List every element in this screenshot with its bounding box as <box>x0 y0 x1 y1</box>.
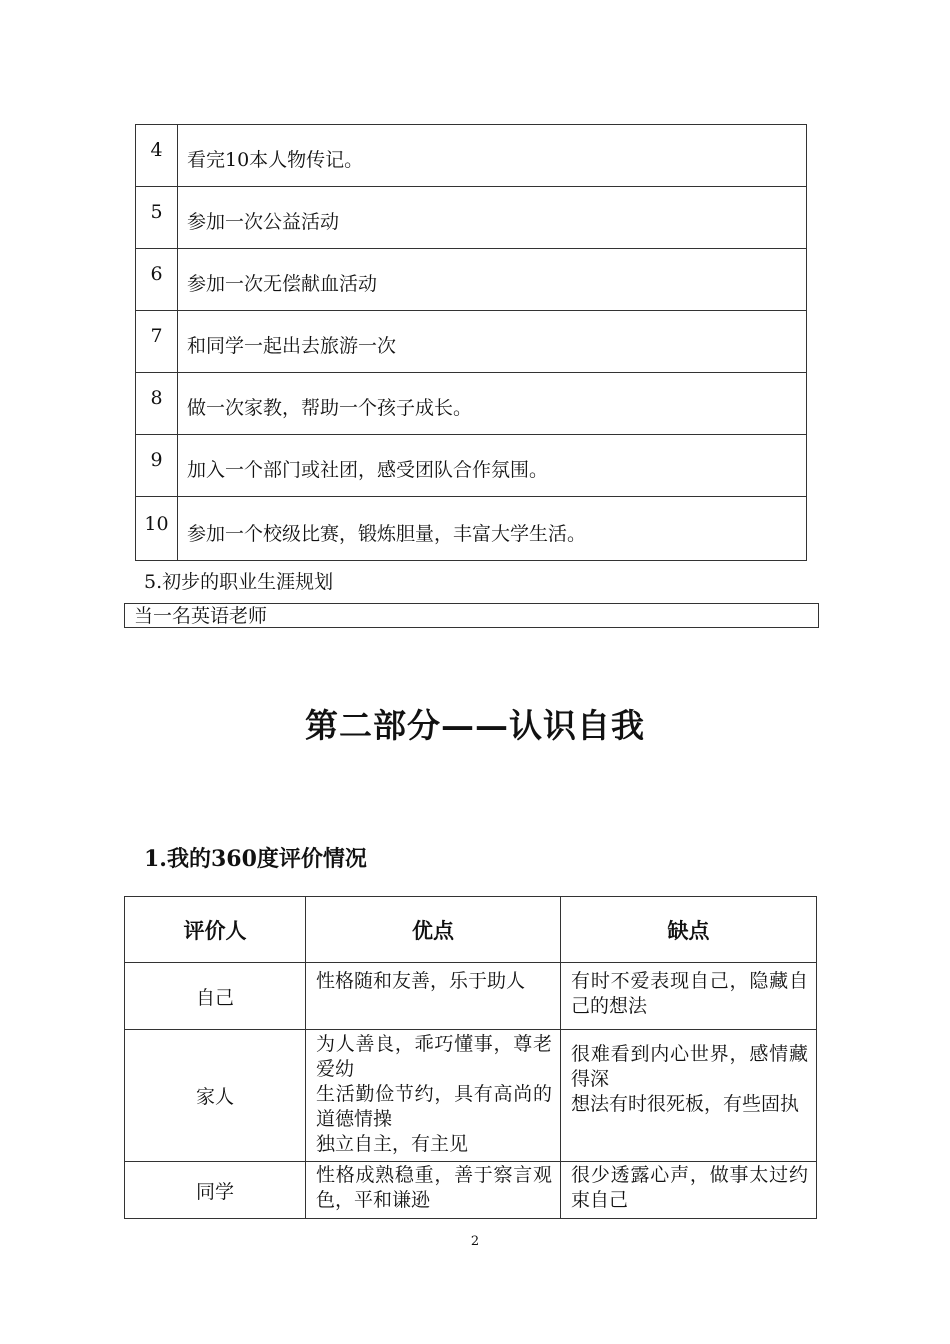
weaknesses-cell <box>561 1162 817 1219</box>
page-number: 2 <box>470 1234 480 1249</box>
weaknesses-cell <box>561 1030 817 1162</box>
table-row <box>136 497 807 561</box>
table-row <box>136 311 807 373</box>
strength-item: 性格随和友善，乐于助人 <box>316 970 526 992</box>
weakness-item: 很难看到内心世界，感情藏得深 <box>571 1043 808 1090</box>
column-header-evaluator: 评价人 <box>125 897 306 963</box>
goal-text: 参加一个校级比赛，锻炼胆量，丰富大学生活。 <box>178 497 807 561</box>
goal-number: 8 <box>136 373 178 435</box>
table-row <box>136 125 807 187</box>
table-header-row <box>125 897 817 963</box>
weakness-item: 很少透露心声，做事太过约束自己 <box>571 1164 808 1211</box>
evaluator-cell: 同学 <box>125 1162 306 1219</box>
goal-number: 6 <box>136 249 178 311</box>
goal-text: 参加一次无偿献血活动 <box>178 249 807 311</box>
column-header-strengths: 优点 <box>306 897 561 963</box>
goal-text: 做一次家教，帮助一个孩子成长。 <box>178 373 807 435</box>
table-row <box>125 1030 817 1162</box>
table-row <box>136 187 807 249</box>
goal-number: 7 <box>136 311 178 373</box>
goal-number: 10 <box>136 497 178 561</box>
strength-item: 生活勤俭节约，具有高尚的道德情操 <box>316 1083 552 1130</box>
weakness-item: 有时不爱表现自己，隐藏自己的想法 <box>571 970 808 1017</box>
career-plan-label: 5.初步的职业生涯规划 <box>144 571 334 593</box>
evaluation-table <box>124 896 817 1219</box>
part-title: 第二部分——认识自我 <box>305 706 645 745</box>
table-row <box>136 249 807 311</box>
goal-text: 和同学一起出去旅游一次 <box>178 311 807 373</box>
goal-number: 5 <box>136 187 178 249</box>
goal-text: 加入一个部门或社团，感受团队合作氛围。 <box>178 435 807 497</box>
table-row <box>125 963 817 1030</box>
strength-item: 独立自主，有主见 <box>316 1133 469 1155</box>
evaluator-cell: 家人 <box>125 1030 306 1162</box>
strengths-cell <box>306 963 561 1030</box>
goal-text: 参加一次公益活动 <box>178 187 807 249</box>
weaknesses-cell <box>561 963 817 1030</box>
career-plan-box: 当一名英语老师 <box>124 603 819 628</box>
evaluator-cell: 自己 <box>125 963 306 1030</box>
weakness-item: 想法有时很死板，有些固执 <box>571 1093 800 1115</box>
goals-table <box>135 124 807 561</box>
goal-number: 9 <box>136 435 178 497</box>
table-row <box>136 373 807 435</box>
strengths-cell <box>306 1162 561 1219</box>
column-header-weaknesses: 缺点 <box>561 897 817 963</box>
strengths-cell <box>306 1030 561 1162</box>
table-row <box>136 435 807 497</box>
evaluation-title: 1.我的360度评价情况 <box>144 846 367 872</box>
goal-text: 看完10本人物传记。 <box>178 125 807 187</box>
strength-item: 为人善良，乖巧懂事，尊老爱幼 <box>316 1033 552 1080</box>
strength-item: 性格成熟稳重，善于察言观色，平和谦逊 <box>316 1164 552 1211</box>
goal-number: 4 <box>136 125 178 187</box>
table-row <box>125 1162 817 1219</box>
